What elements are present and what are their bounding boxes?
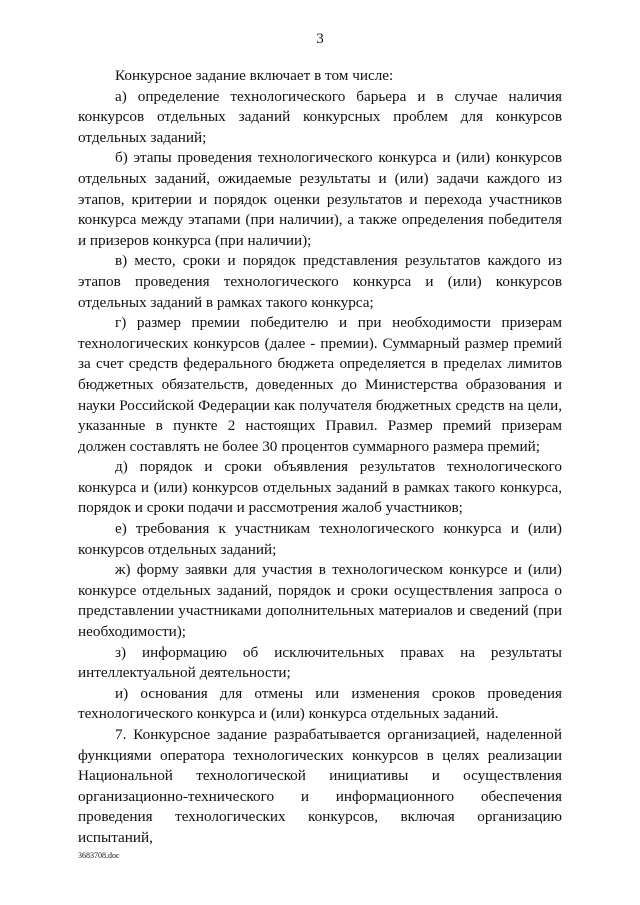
paragraph-item-d: д) порядок и сроки объявления результатов технологического конкурса и (или) конкурсов отдельных заданий в рамках такого конкурса, порядок и сроки подачи и рассмотрения жалоб участников; [78, 458, 562, 517]
document-file-code: 3683708.doc [78, 851, 120, 860]
paragraph-clause-7: 7. Конкурсное задание разрабатывается организацией, наделенной функциями оператора технологических конкурсов в целях реализации Национальной технологической инициативы и осуществления организационно-технического и информационного обеспечения проведения технологических конкурсов, включая организацию испытаний, [78, 726, 562, 846]
paragraph-item-v: в) место, сроки и порядок представления результатов каждого из этапов проведения технологического конкурса и (или) конкурсов отдельных заданий в рамках такого конкурса; [78, 252, 562, 311]
paragraph-item-i: и) основания для отмены или изменения сроков проведения технологического конкурса и (или) конкурса отдельных заданий. [78, 684, 562, 723]
paragraph-item-z: з) информацию об исключительных правах на результаты интеллектуальной деятельности; [78, 643, 562, 682]
paragraph-item-g: г) размер премии победителю и при необходимости призерам технологических конкурсов (далее - премии). Суммарный размер премий за счет средств федерального бюджета определяется в пределах лимитов бюджетных обязательств, доведенных до Министерства образования и науки Российской Федерации как получателя бюджетных средств на цели, указанные в пункте 2 настоящих Правил. Размер премий призерам должен составлять не более 30 процентов суммарного размера премий; [78, 314, 562, 455]
paragraph-intro: Конкурсное задание включает в том числе: [115, 67, 394, 84]
paragraph-item-b: б) этапы проведения технологического конкурса и (или) конкурсов отдельных заданий, ожидаемые результаты и (или) задачи каждого из этапов, критерии и порядок оценки результатов и перехода участников конкурса между этапами (при наличии), а также определения победителя и призеров конкурса (при наличии); [78, 149, 562, 249]
document-body [78, 66, 562, 849]
page-number: 3 [316, 31, 324, 47]
paragraph-item-a: а) определение технологического барьера и в случае наличия конкурсов отдельных заданий конкурсных проблем для конкурсов отдельных заданий; [78, 87, 562, 146]
paragraph-item-e: е) требования к участникам технологического конкурса и (или) конкурсов отдельных заданий; [78, 520, 562, 558]
paragraph-item-zh: ж) форму заявки для участия в технологическом конкурсе и (или) конкурсе отдельных заданий, порядок и сроки осуществления запроса о представлении участниками дополнительных материалов и сведений (при необходимости); [78, 561, 562, 641]
